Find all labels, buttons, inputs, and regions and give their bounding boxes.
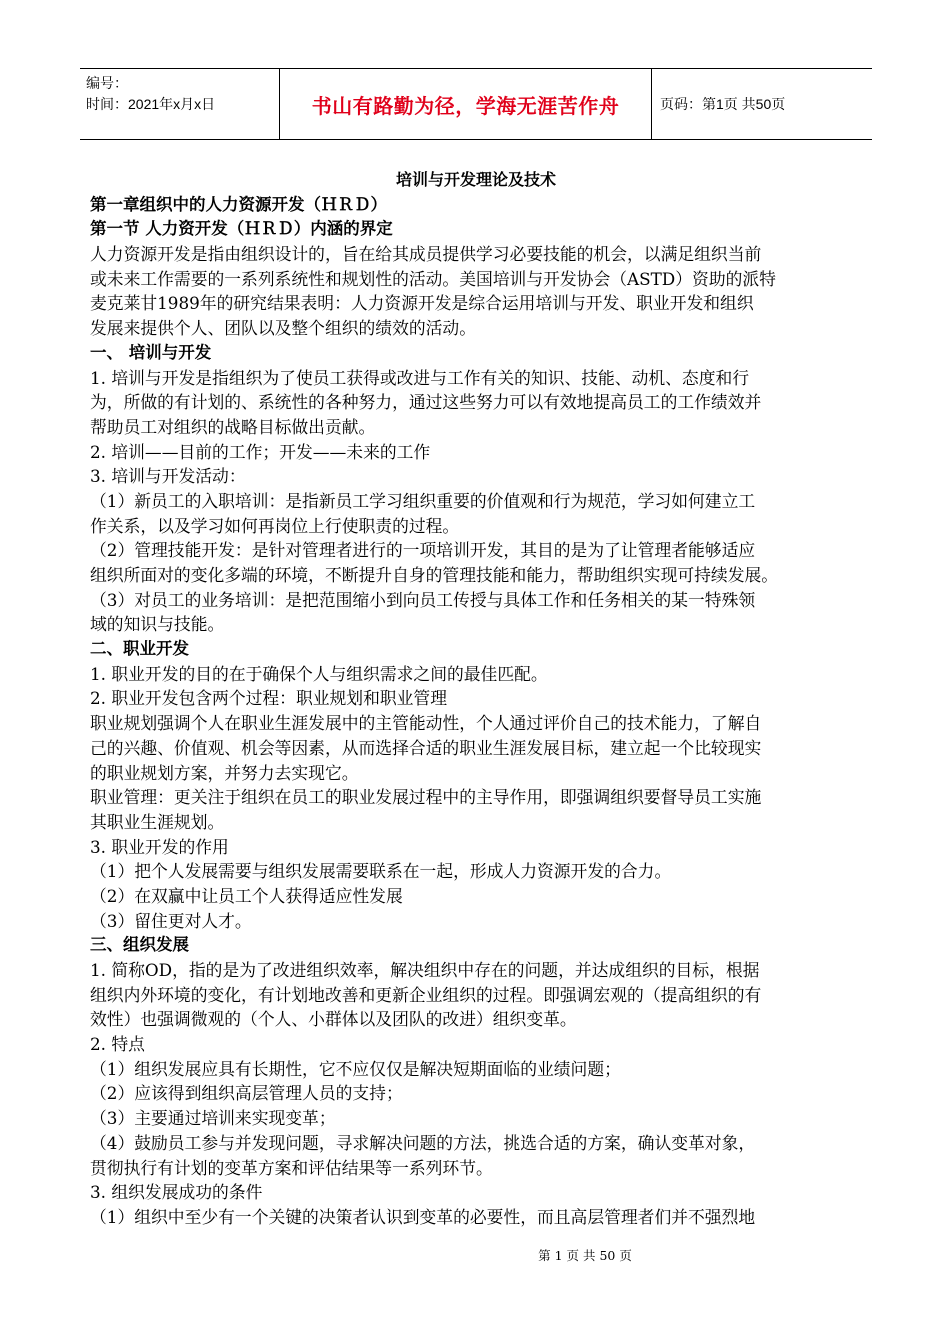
paragraph-line: 1. 简称OD，指的是为了改进组织效率，解决组织中存在的问题，并达成组织的目标，根据 [90,960,760,980]
paragraph-line: （2）管理技能开发：是针对管理者进行的一项培训开发，其目的是为了让管理者能够适应 [90,540,756,561]
paragraph-line: （2）应该得到组织高层管理人员的支持； [90,1083,403,1104]
paragraph-line: 麦克莱甘1989年的研究结果表明：人力资源开发是综合运用培训与开发、职业开发和组织 [90,293,754,314]
paragraph-line: 或未来工作需要的一系列系统性和规划性的活动。美国培训与开发协会（ASTD）资助的派特 [90,268,776,289]
document-lines [90,193,862,1230]
header-motto: 书山有路勤为径，学海无涯苦作舟 [280,69,652,139]
section-heading: 一、 培训与开发 [90,342,212,362]
paragraph-line: 帮助员工对组织的战略目标做出贡献。 [90,416,376,437]
paragraph-line: 域的知识与技能。 [90,614,225,635]
paragraph-line: 职业管理：更关注于组织在员工的职业发展过程中的主导作用，即强调组织要督导员工实施 [90,787,762,808]
paragraph-line: 其职业生涯规划。 [90,811,225,832]
paragraph-line: （4）鼓励员工参与并发现问题，寻求解决问题的方法，挑选合适的方案，确认变革对象， [90,1132,756,1153]
paragraph-line: （1）把个人发展需要与组织发展需要联系在一起，形成人力资源开发的合力。 [90,861,672,882]
paragraph-line: （3）留住更对人才。 [90,910,252,931]
paragraph-line: （1）新员工的入职培训：是指新员工学习组织重要的价值观和行为规范，学习如何建立工 [90,490,756,511]
paragraph-line: （1）组织发展应具有长期性，它不应仅仅是解决短期面临的业绩问题； [90,1058,621,1079]
paragraph-line: 3. 组织发展成功的条件 [90,1182,263,1203]
number-label: 编号： [86,75,128,91]
paragraph-line: 1. 培训与开发是指组织为了使员工获得或改进与工作有关的知识、技能、动机、态度和行 [90,367,750,388]
paragraph-line: 职业规划强调个人在职业生涯发展中的主管能动性，个人通过评价自己的技术能力，了解自 [90,713,762,734]
page-header [80,68,872,140]
section-heading: 二、职业开发 [90,639,189,659]
paragraph-line: 发展来提供个人、团队以及整个组织的绩效的活动。 [90,318,476,339]
document-body [90,168,862,1230]
paragraph-line: （3）对员工的业务培训：是把范围缩小到向员工传授与具体工作和任务相关的某一特殊领 [90,589,756,610]
section-heading: 第一节 人力资开发（ＨＲＤ）内涵的界定 [90,219,393,239]
document-title: 培训与开发理论及技术 [395,170,556,189]
section-heading: 三、组织发展 [90,935,189,955]
paragraph-line: 3. 职业开发的作用 [90,836,229,857]
page-footer: 第 1 页 共 50 页 [538,1248,632,1263]
paragraph-line: 的职业规划方案，并努力去实现它。 [90,762,359,783]
paragraph-line: 效性）也强调微观的（个人、小群体以及团队的改进）组织变革。 [90,1009,577,1030]
section-heading: 第一章组织中的人力资源开发（ＨＲＤ） [90,194,387,214]
paragraph-line: 己的兴趣、价值观、机会等因素，从而选择合适的职业生涯发展目标，建立起一个比较现实 [90,737,762,758]
paragraph-line: （3）主要通过培训来实现变革； [90,1108,336,1129]
paragraph-line: 组织内外环境的变化，有计划地改善和更新企业组织的过程。即强调宏观的（提高组织的有 [90,984,762,1005]
paragraph-line: 2. 特点 [90,1034,145,1055]
paragraph-line: 1. 职业开发的目的在于确保个人与组织需求之间的最佳匹配。 [90,663,548,684]
paragraph-line: （1）组织中至少有一个关键的决策者认识到变革的必要性，而且高层管理者们并不强烈地 [90,1206,756,1227]
paragraph-line: 为，所做的有计划的、系统性的各种努力，通过这些努力可以有效地提高员工的工作绩效并 [90,392,762,413]
time-label: 时间：2021年x月x日 [86,96,216,112]
header-page-info: 页码：第1页 共50页 [660,96,786,112]
paragraph-line: 2. 培训——目前的工作；开发——未来的工作 [90,441,431,462]
paragraph-line: 作关系，以及学习如何再岗位上行使职责的过程。 [90,515,460,536]
paragraph-line: 组织所面对的变化多端的环境，不断提升自身的管理技能和能力，帮助组织实现可持续发展。 [90,565,779,585]
paragraph-line: 贯彻执行有计划的变革方案和评估结果等一系列环节。 [90,1157,493,1178]
paragraph-line: （2）在双赢中让员工个人获得适应性发展 [90,885,403,906]
paragraph-line: 3. 培训与开发活动： [90,466,246,487]
paragraph-line: 2. 职业开发包含两个过程：职业规划和职业管理 [90,688,447,709]
paragraph-line: 人力资源开发是指由组织设计的，旨在给其成员提供学习必要技能的机会，以满足组织当前 [90,244,762,265]
header-meta [80,69,280,139]
